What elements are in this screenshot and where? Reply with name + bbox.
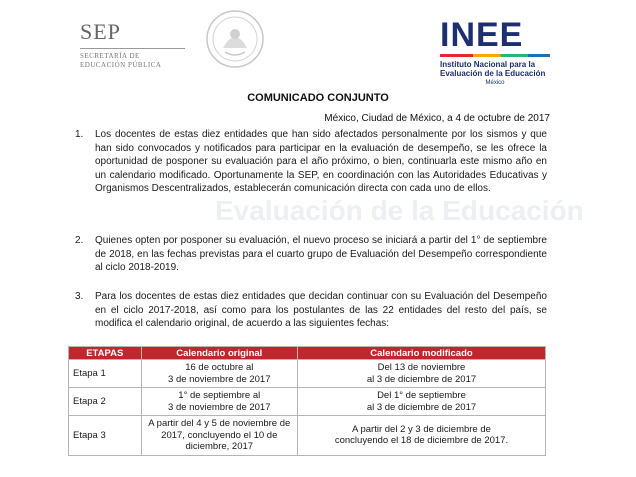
paragraph-3 [75,290,547,331]
original-line: 2017, concluyendo el 10 de [161,429,278,441]
inee-logo-block [440,18,590,86]
sep-logo: SEP [80,19,121,44]
modificado-line: A partir del 2 y 3 de diciembre de [352,423,491,435]
table-header-row [69,347,546,360]
sep-subtitle-line1: SECRETARÍA DE [80,52,140,60]
inee-color-bar [440,54,550,57]
original-cell [141,388,297,416]
header-etapas: ETAPAS [69,347,142,360]
inee-name-line1: Instituto Nacional para la [440,60,536,69]
national-seal-icon [205,8,265,70]
header-calendario-modificado: Calendario modificado [297,347,545,360]
original-line: 3 de noviembre de 2017 [168,373,271,385]
etapa-cell: Etapa 2 [69,388,142,416]
paragraph-text: Los docentes de estas diez entidades que han sido afectados personalmente por los sismos y que han sido convocados y notificados para participar en la evaluación de desempeño, se les ofrece la oportunidad de posponer su evaluación para el año próximo, o bien, continuarla este mismo año en un calendario modificado. Oportunamente la SEP, en coordinación con las Autoridades Educativas y Organismos Descentralizados, establecerán comunicación directa con cada uno de ellos. [95,129,547,195]
table-row [69,360,546,388]
paragraph-number: 2. [75,235,84,246]
paragraph-text: Para los docentes de estas diez entidades que decidan continuar con su Evaluación del Desempeño en el ciclo 2017-2018, así como para los postulantes de las 22 entidades del resto del país, se modifica el calendario original, de acuerdo a las siguientes fechas: [95,291,547,330]
letterhead [0,0,636,86]
table-row [69,416,546,456]
original-cell [141,360,297,388]
inee-country: México [485,80,505,86]
paragraph-number: 1. [75,129,84,140]
original-line: 3 de noviembre de 2017 [168,401,271,413]
paragraph-2 [75,234,547,275]
paragraph-text: Quienes opten por posponer su evaluación, el nuevo proceso se iniciará a partir del 1° de septiembre de 2018, en las fechas previstas para el cuarto grupo de Evaluación del Desempeño correspondiente al ciclo 2018-2019. [95,235,547,274]
sep-logo-rule [80,48,185,49]
modificado-cell [297,416,545,456]
modificado-line: al 3 de diciembre de 2017 [366,401,477,413]
calendar-table [68,346,546,456]
watermark: Evaluación de la Educación [215,195,584,226]
place-date: México, Ciudad de México, a 4 de octubre de 2017 [324,113,550,124]
inee-logo: INEE [440,16,524,54]
modificado-line: concluyendo el 18 de diciembre de 2017. [334,435,509,447]
original-line: A partir del 4 y 5 de noviembre de [148,418,291,429]
sep-subtitle-line2: EDUCACIÓN PÚBLICA [80,61,162,69]
header-calendario-original: Calendario original [141,347,297,360]
original-line: diciembre, 2017 [185,441,254,452]
table-row [69,388,546,416]
modificado-cell [297,360,545,388]
inee-name-line2: Evaluación de la Educación [440,69,546,78]
etapa-cell: Etapa 1 [69,360,142,388]
paragraph-1 [75,128,547,196]
document-title: COMUNICADO CONJUNTO [247,92,389,104]
modificado-line: Del 13 de noviembre [377,362,466,373]
modificado-line: Del 1° de septiembre [377,390,466,401]
original-line: 16 de octubre al [185,362,254,373]
paragraph-number: 3. [75,291,84,302]
sep-logo-block [80,20,190,70]
original-cell [141,416,297,456]
modificado-cell [297,388,545,416]
original-line: 1° de septiembre al [178,390,261,401]
etapa-cell: Etapa 3 [69,416,142,456]
modificado-line: al 3 de diciembre de 2017 [366,373,477,385]
